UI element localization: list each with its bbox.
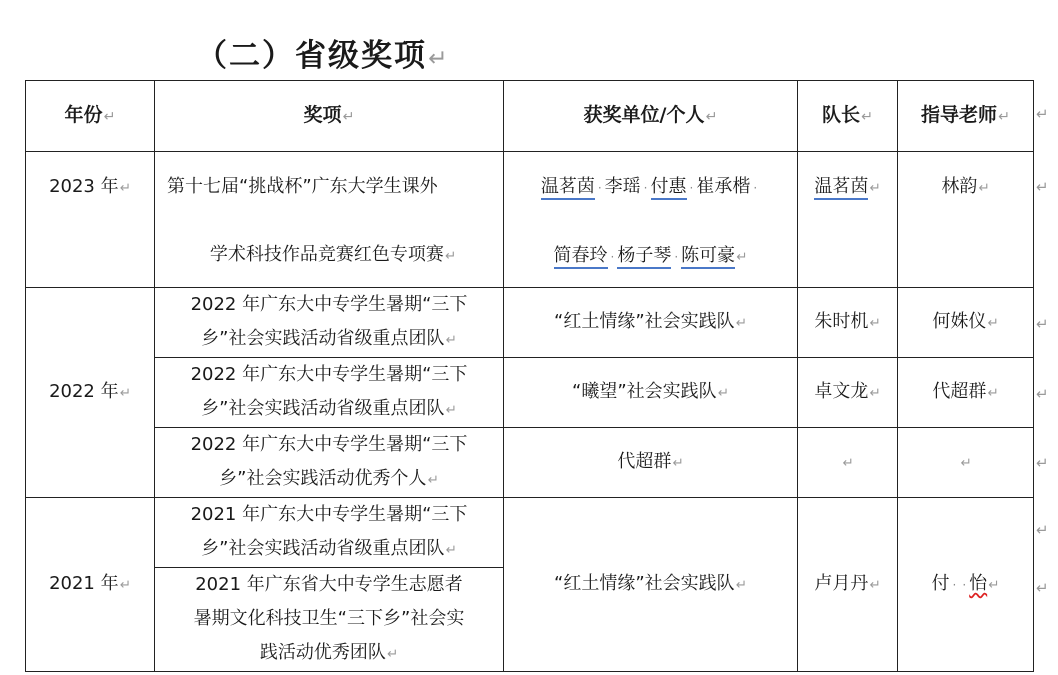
row-end-mark: ↵ — [1036, 579, 1049, 597]
award-line: 乡”社会实践活动省级重点团队↵ — [201, 398, 457, 419]
year-cell-2021: 2021 年↵ — [26, 498, 155, 672]
table-row-2022-c — [26, 428, 1034, 498]
member-name: 崔承楷 — [696, 176, 751, 197]
header-winner: 获奖单位/个人↵ — [504, 81, 798, 152]
award-cell-2021-a — [155, 498, 504, 568]
award-line: 践活动优秀团队↵ — [259, 642, 399, 663]
header-advisor: 指导老师↵ — [898, 81, 1034, 152]
member-name: 付惠 — [651, 176, 687, 200]
row-end-mark: ↵ — [1036, 521, 1049, 539]
captain-cell-2022-b: 卓文龙↵ — [798, 358, 898, 428]
member-name: 简春玲 — [554, 245, 608, 269]
table-row-2022-b — [26, 358, 1034, 428]
member-name: 杨子琴 — [617, 245, 671, 269]
row-end-mark: ↵ — [1036, 315, 1049, 333]
awards-table — [25, 80, 1034, 672]
table-row-2021-a — [26, 498, 1034, 568]
winner-cell-2023 — [504, 152, 798, 288]
captain-cell-2023: 温茗茵↵ — [798, 152, 898, 288]
captain-cell-2022-a: 朱时机↵ — [798, 288, 898, 358]
header-captain: 队长↵ — [798, 81, 898, 152]
award-cell-2023 — [155, 152, 504, 288]
member-name: 温茗茵 — [541, 176, 595, 200]
header-row — [26, 81, 1034, 152]
award-line: 乡”社会实践活动优秀个人↵ — [219, 468, 439, 489]
award-line: 乡”社会实践活动省级重点团队↵ — [201, 538, 457, 559]
award-line: 学术科技作品竞赛红色专项赛↵ — [209, 244, 457, 265]
header-year: 年份↵ — [26, 81, 155, 152]
member-line: 简春玲 · 杨子琴 · 陈可豪↵ — [504, 239, 797, 274]
captain-cell-2021: 卢月丹↵ — [798, 498, 898, 672]
winner-cell-2022-c: 代超群↵ — [504, 428, 798, 498]
award-line: 暑期文化科技卫生“三下乡”社会实 — [193, 608, 465, 629]
table-row-2023 — [26, 152, 1034, 288]
advisor-cell-2021: 付 · · 怡↵ — [898, 498, 1034, 672]
award-line: 第十七届“挑战杯”广东大学生课外 — [167, 176, 438, 197]
advisor-cell-2023: 林韵↵ — [898, 152, 1034, 288]
year-cell-2023: 2023 年↵ — [26, 152, 155, 288]
row-end-mark: ↵ — [1036, 385, 1049, 403]
award-line: 2022 年广东大中专学生暑期“三下 — [190, 364, 468, 385]
member-name: 陈可豪 — [681, 245, 735, 269]
award-cell-2022-a — [155, 288, 504, 358]
award-line: 乡”社会实践活动省级重点团队↵ — [201, 328, 457, 349]
award-cell-2021-b — [155, 568, 504, 672]
award-cell-2022-c — [155, 428, 504, 498]
year-cell-2022: 2022 年↵ — [26, 288, 155, 498]
award-line: 2021 年广东大中专学生暑期“三下 — [190, 504, 468, 525]
captain-cell-2022-c: ↵ — [798, 428, 898, 498]
winner-cell-2022-a: “红土情缘”社会实践队↵ — [504, 288, 798, 358]
member-line: 温茗茵 · 李瑶 · 付惠 · 崔承楷 · — [504, 170, 797, 205]
row-end-mark: ↵ — [1036, 178, 1049, 196]
advisor-cell-2022-a: 何姝仪↵ — [898, 288, 1034, 358]
table-row-2022-a — [26, 288, 1034, 358]
row-end-mark: ↵ — [1036, 454, 1049, 472]
row-end-mark: ↵ — [1036, 105, 1049, 123]
award-line: 2022 年广东大中专学生暑期“三下 — [190, 434, 468, 455]
award-line: 2022 年广东大中专学生暑期“三下 — [190, 294, 468, 315]
winner-cell-2022-b: “曦望”社会实践队↵ — [504, 358, 798, 428]
award-line: 2021 年广东省大中专学生志愿者 — [195, 574, 463, 595]
member-name: 李瑶 — [604, 176, 641, 197]
advisor-cell-2022-c: ↵ — [898, 428, 1034, 498]
advisor-cell-2022-b: 代超群↵ — [898, 358, 1034, 428]
section-title: （二）省级奖项↵ — [196, 38, 450, 74]
header-award: 奖项↵ — [155, 81, 504, 152]
award-cell-2022-b — [155, 358, 504, 428]
winner-cell-2021: “红土情缘”社会实践队↵ — [504, 498, 798, 672]
